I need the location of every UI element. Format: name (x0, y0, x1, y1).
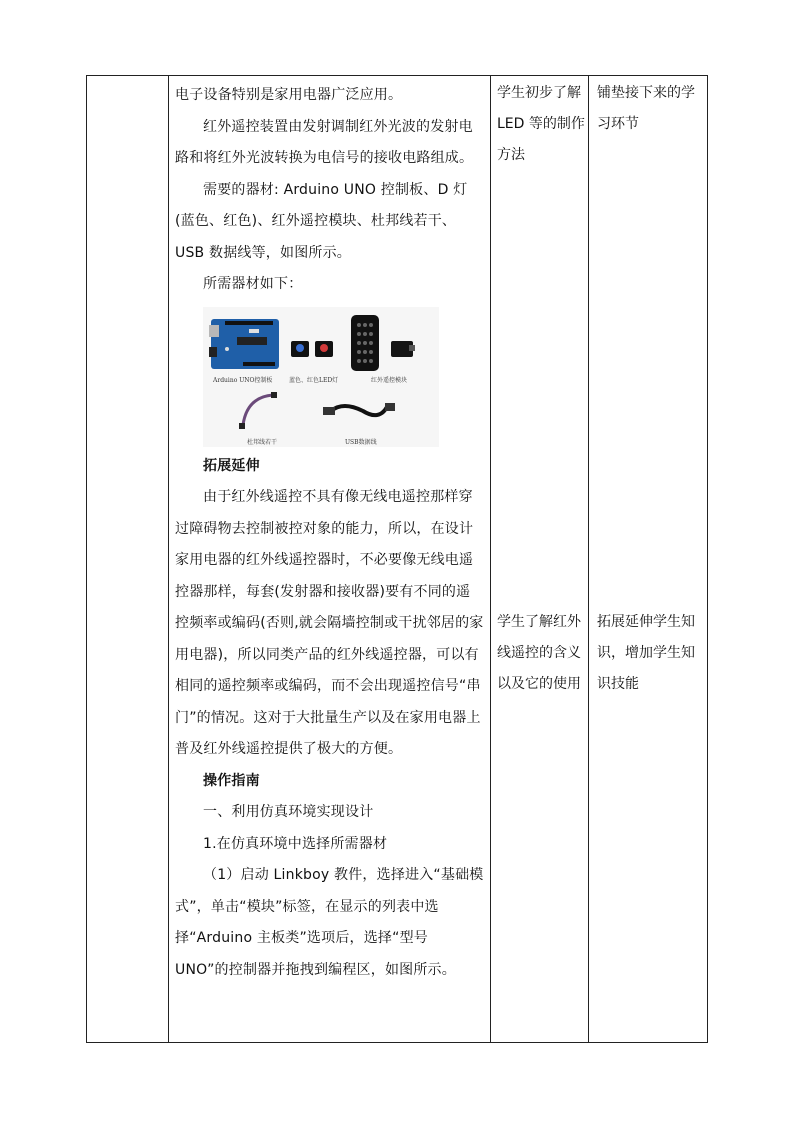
paragraph: 由于红外线遥控不具有像无线电遥控那样穿过障碍物去控制被控对象的能力，所以，在设计家用电器的红外线遥控器时，不必要像无线电遥控器那样，每套(发射器和接收器)要有不同的遥控频率或编码(否则,就会隔墙控制或干扰邻居的家用电器)，所以同类产品的红外线遥控器，可以有相同的遥控频率或编码，而不会出现遥控信号“串门”的情况。这对于大批量生产以及在家用电器上普及红外线遥控提供了极大的方便。 (175, 489, 484, 757)
lesson-table (86, 75, 708, 1043)
caption-dupont: 杜邦线若干 (247, 438, 278, 446)
equipment-figure (203, 307, 439, 447)
usb-cable-image (323, 403, 395, 415)
caption-arduino: Arduino UNO控制板 (213, 376, 273, 384)
arduino-board-image (209, 319, 279, 369)
design-intent-2: 拓展延伸学生知识，增加学生知识技能 (597, 614, 695, 692)
teaching-content-column (169, 76, 490, 1042)
student-activity-1: 学生初步了解LED 等的制作方法 (497, 85, 585, 163)
dupont-wire-image (239, 392, 277, 429)
caption-ir-module: 红外遥控模块 (371, 376, 408, 384)
design-intent-1: 铺垫接下来的学习环节 (597, 85, 695, 132)
paragraph: 1.在仿真环境中选择所需器材 (203, 835, 388, 852)
student-activity-2: 学生了解红外线遥控的含义以及它的使用 (497, 614, 581, 692)
design-intent-column (589, 76, 708, 1042)
paragraph: 一、利用仿真环境实现设计 (203, 804, 374, 820)
paragraph: 电子设备特别是家用电器广泛应用。 (175, 87, 403, 103)
paragraph: （1）启动 Linkboy 教件，选择进入“基础模式”，单击“模块”标签，在显示的列表中选择“Arduino 主板类”选项后，选择“型号 UNO”的控制器并拖拽到编程区，如图所示。 (175, 867, 484, 978)
led-modules-image (291, 341, 333, 357)
ir-remote-image (351, 315, 415, 371)
student-activity-column (491, 76, 588, 1042)
paragraph: 需要的器材: Arduino UNO 控制板、D 灯(蓝色、红色)、红外遥控模块、杜邦线若干、USB 数据线等，如图所示。 (175, 181, 468, 261)
heading-extension: 拓展延伸 (203, 457, 260, 474)
caption-usb: USB数据线 (345, 438, 377, 446)
heading-guide: 操作指南 (203, 772, 260, 789)
paragraph: 红外遥控装置由发射调制红外光波的发射电路和将红外光波转换为电信号的接收电路组成。 (175, 118, 474, 166)
caption-led: 蓝色、红色LED灯 (289, 376, 339, 384)
paragraph: 所需器材如下： (203, 276, 303, 292)
empty-column (87, 76, 168, 1042)
